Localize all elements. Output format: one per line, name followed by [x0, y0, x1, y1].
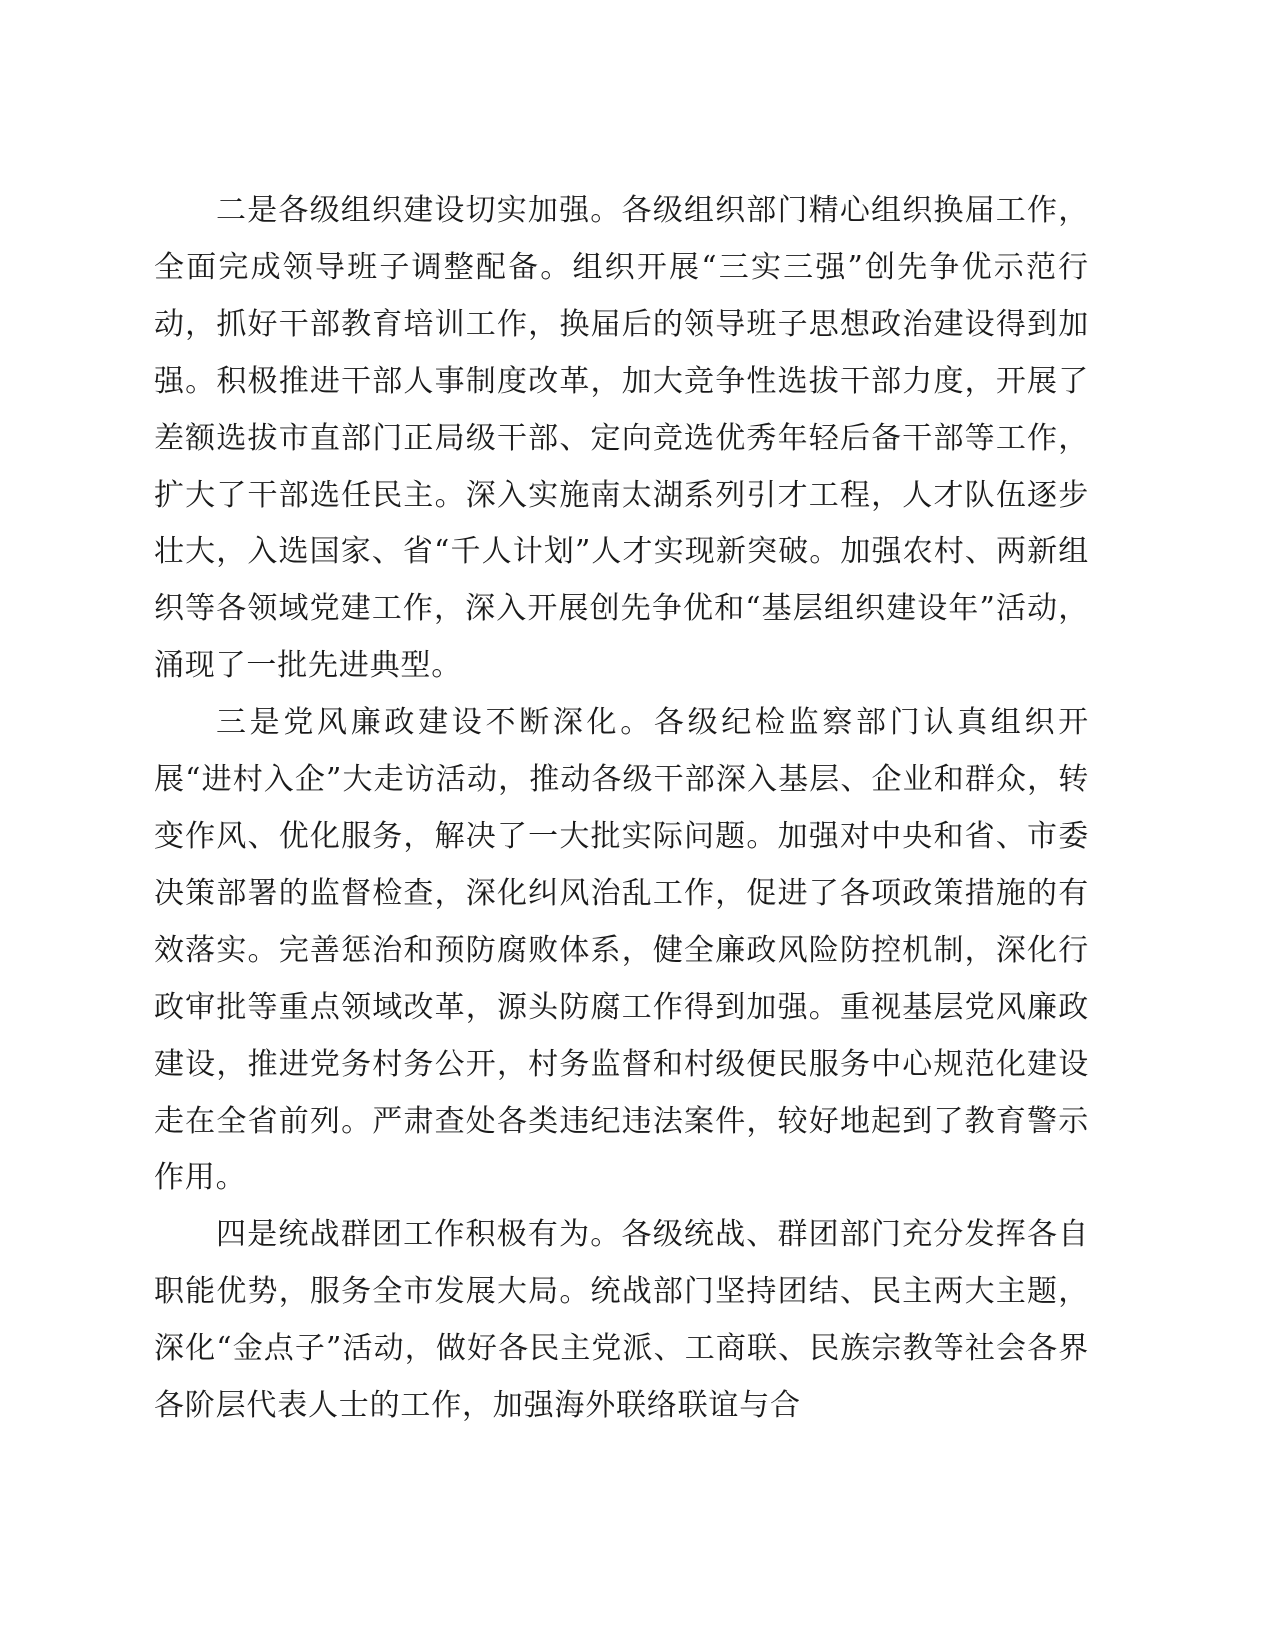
paragraph-organization-building: 二是各级组织建设切实加强。各级组织部门精心组织换届工作，全面完成领导班子调整配备。组织开展“三实三强”创先争优示范行动，抓好干部教育培训工作，换届后的领导班子思想政治建设得到加强。积极推进干部人事制度改革，加大竞争性选拔干部力度，开展了差额选拔市直部门正局级干部、定向竞选优秀年轻后备干部等工作，扩大了干部选任民主。深入实施南太湖系列引才工程，人才队伍逐步壮大，入选国家、省“千人计划”人才实现新突破。加强农村、两新组织等各领域党建工作，深入开展创先争优和“基层组织建设年”活动，涌现了一批先进典型。	[154, 193, 1089, 684]
document-body	[154, 183, 1089, 1435]
paragraph-united-front: 四是统战群团工作积极有为。各级统战、群团部门充分发挥各自职能优势，服务全市发展大局。统战部门坚持团结、民主两大主题，深化“金点子”活动，做好各民主党派、工商联、民族宗教等社会各界各阶层代表人士的工作，加强海外联络联谊与合	[154, 1217, 1089, 1424]
paragraph-party-conduct: 三是党风廉政建设不断深化。各级纪检监察部门认真组织开展“进村入企”大走访活动，推动各级干部深入基层、企业和群众，转变作风、优化服务，解决了一大批实际问题。加强对中央和省、市委决策部署的监督检查，深化纠风治乱工作，促进了各项政策措施的有效落实。完善惩治和预防腐败体系，健全廉政风险防控机制，深化行政审批等重点领域改革，源头防腐工作得到加强。重视基层党风廉政建设，推进党务村务公开，村务监督和村级便民服务中心规范化建设走在全省前列。严肃查处各类违纪违法案件，较好地起到了教育警示作用。	[154, 705, 1089, 1196]
